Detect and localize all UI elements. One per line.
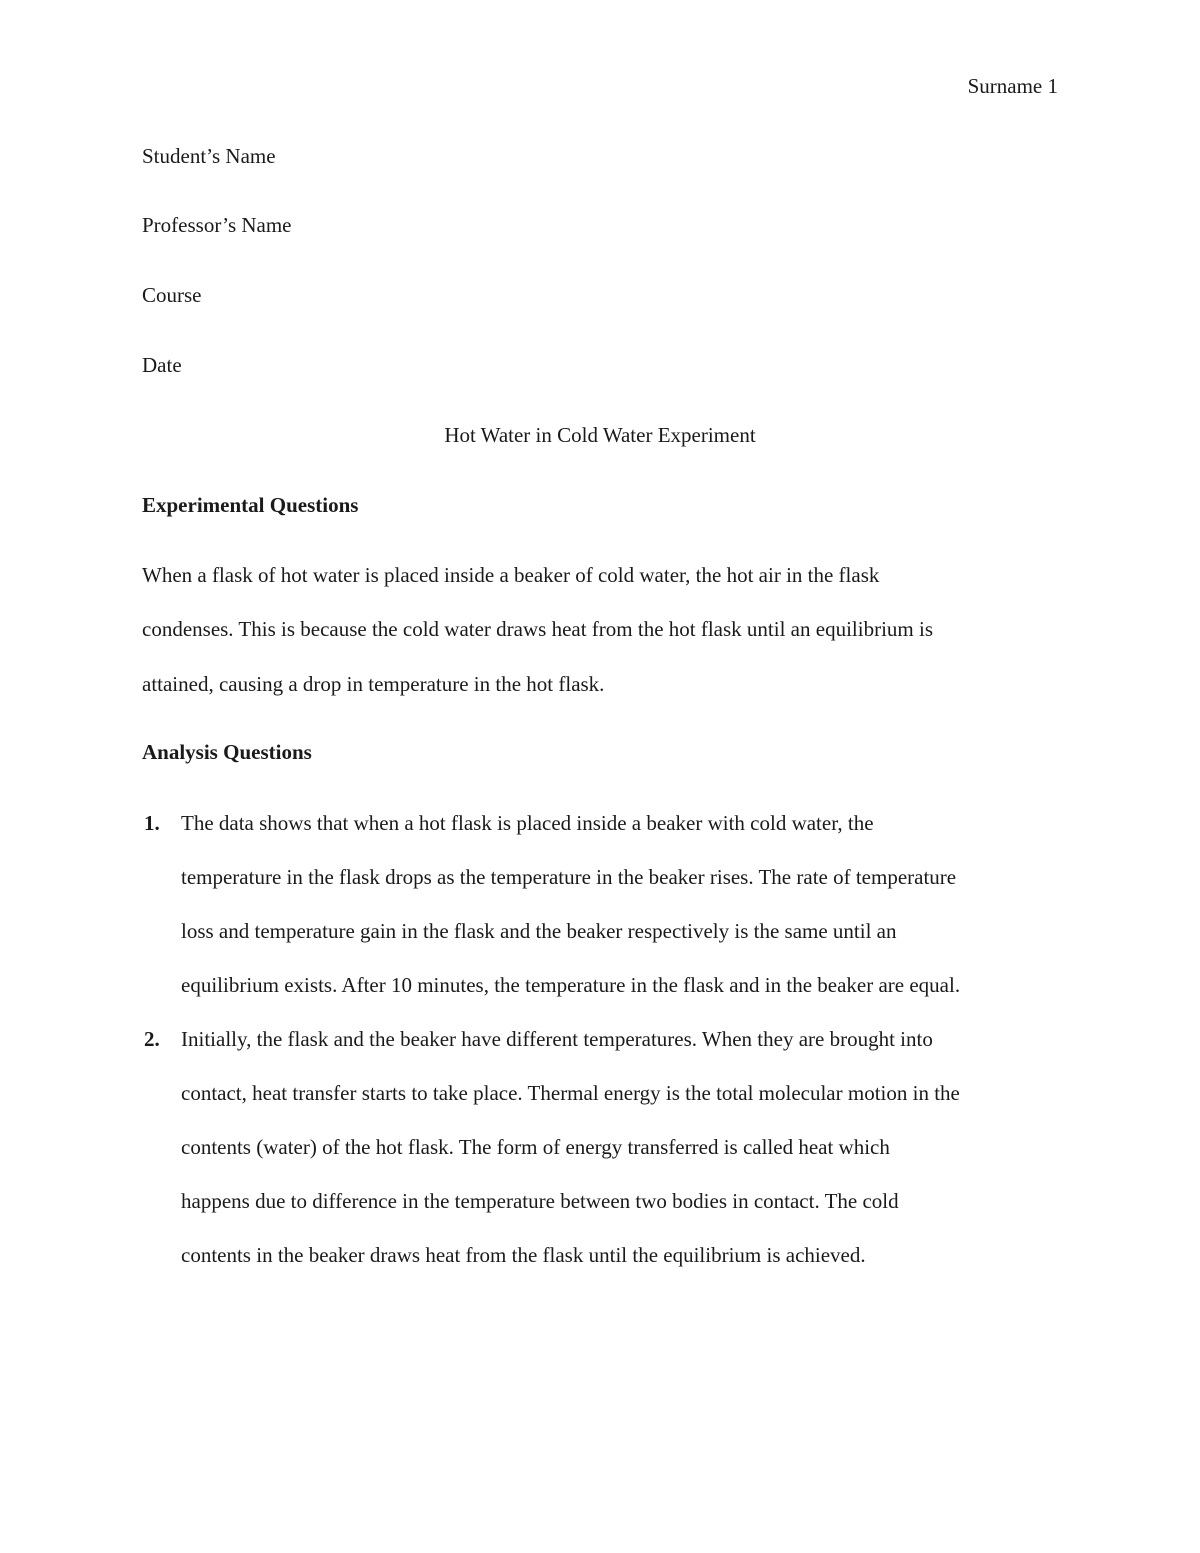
list-item-line: contact, heat transfer starts to take place. Thermal energy is the total molecular motion in the [181,1081,960,1105]
document-title: Hot Water in Cold Water Experiment [444,423,756,447]
student-name: Student’s Name [142,144,276,168]
paragraph-line: When a flask of hot water is placed inside a beaker of cold water, the hot air in the flask [142,563,880,587]
running-head: Surname 1 [967,74,1058,98]
list-item-line: happens due to difference in the temperature between two bodies in contact. The cold [181,1189,899,1213]
section-heading-analysis: Analysis Questions [142,740,312,764]
list-item-line: Initially, the flask and the beaker have different temperatures. When they are brought into [181,1027,933,1051]
paragraph-line: condenses. This is because the cold water draws heat from the hot flask until an equilibrium is [142,617,933,641]
list-item-line: contents (water) of the hot flask. The form of energy transferred is called heat which [181,1135,890,1159]
list-number: 2. [144,1027,160,1051]
date: Date [142,353,182,377]
course: Course [142,283,202,307]
list-item-line: The data shows that when a hot flask is placed inside a beaker with cold water, the [181,811,874,835]
paragraph-line: attained, causing a drop in temperature in the hot flask. [142,672,605,696]
list-item-line: contents in the beaker draws heat from the flask until the equilibrium is achieved. [181,1243,866,1267]
professor-name: Professor’s Name [142,213,292,237]
section-heading-experimental: Experimental Questions [142,493,359,517]
list-number: 1. [144,811,160,835]
list-item-line: loss and temperature gain in the flask and the beaker respectively is the same until an [181,919,897,943]
list-item-line: temperature in the flask drops as the temperature in the beaker rises. The rate of temperature [181,865,957,889]
list-item-line: equilibrium exists. After 10 minutes, the temperature in the flask and in the beaker are equal. [181,973,961,997]
